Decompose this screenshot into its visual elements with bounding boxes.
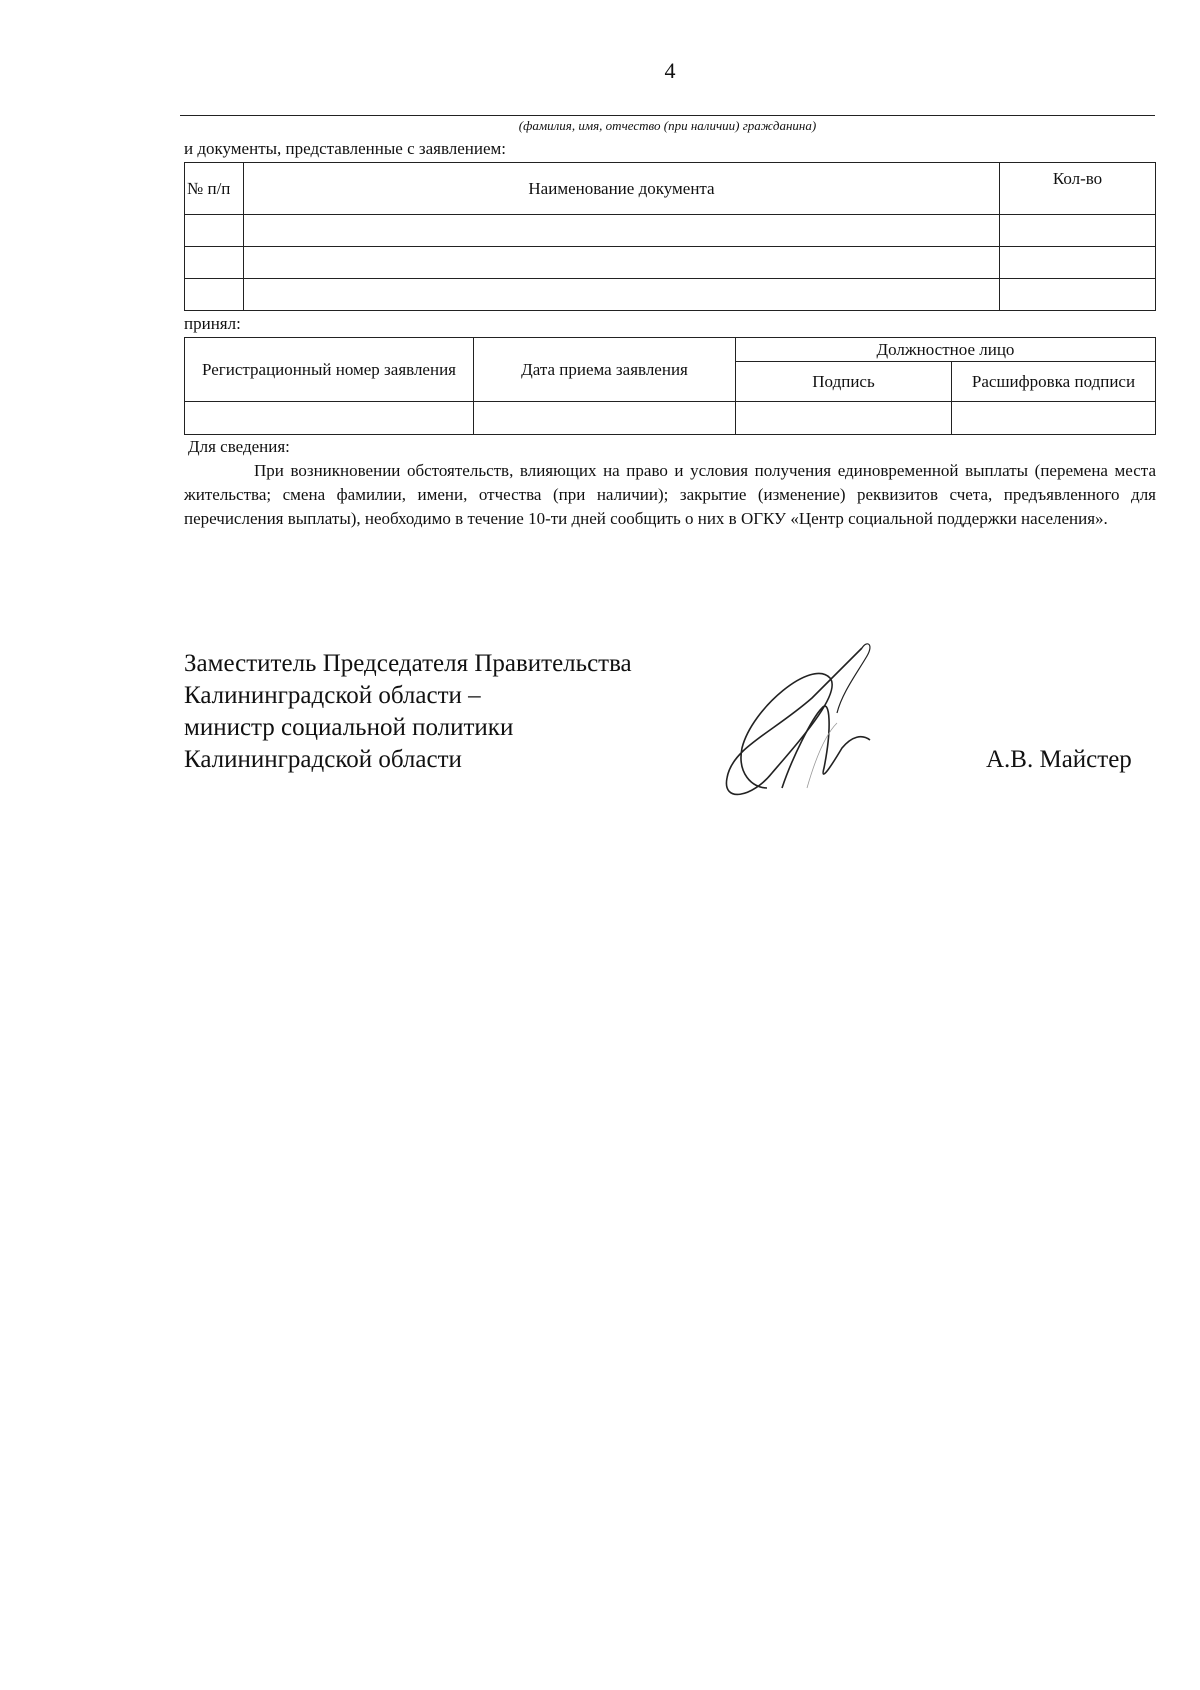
signatory-position [184,648,632,776]
cell-quantity[interactable] [1000,215,1156,247]
table-row [185,247,1156,279]
header-signature: Подпись [736,362,952,402]
header-number: № п/п [185,163,244,215]
header-signature-decoding: Расшифровка подписи [952,362,1156,402]
signatory-name: А.В. Майстер [986,746,1132,773]
accepted-label: принял: [184,314,241,333]
position-line: Калининградской области [184,746,462,773]
cell-document-name[interactable] [244,279,1000,311]
handwritten-signature [712,638,902,808]
name-caption: (фамилия, имя, отчество (при наличии) гражданина) [518,118,817,133]
cell-date[interactable] [474,402,736,435]
position-line: министр социальной политики [184,714,514,741]
header-document-name: Наименование документа [244,163,1000,215]
position-line: Заместитель Председателя Правительства [184,650,632,677]
header-quantity: Кол-во [1000,163,1156,215]
table-row [185,402,1156,435]
acceptance-table [184,337,1156,435]
documents-table [184,162,1156,311]
cell-document-name[interactable] [244,247,1000,279]
info-label: Для сведения: [188,437,290,456]
cell-number[interactable] [185,215,244,247]
cell-signature[interactable] [736,402,952,435]
cell-number[interactable] [185,247,244,279]
table-row [185,279,1156,311]
page-number: 4 [664,58,676,83]
cell-document-name[interactable] [244,215,1000,247]
cell-quantity[interactable] [1000,279,1156,311]
cell-reg-number[interactable] [185,402,474,435]
citizen-name-line [180,115,1155,116]
cell-number[interactable] [185,279,244,311]
cell-quantity[interactable] [1000,247,1156,279]
cell-signature-decoding[interactable] [952,402,1156,435]
table-row [185,215,1156,247]
header-official: Должностное лицо [736,338,1156,362]
header-reg-number: Регистрационный номер заявления [185,338,474,402]
info-paragraph: При возникновении обстоятельств, влияющих на право и условия получения единовременной выплаты (перемена места жительства; смена фамилии, имени, отчества (при наличии); закрытие (изменение) реквизитов счета, предъявленного для перечисления выплаты), необходимо в течение 10-ти дней сообщить о них в ОГКУ «Центр социальной поддержки населения». [184,461,1156,528]
position-line: Калининградской области – [184,682,481,709]
documents-intro: и документы, представленные с заявлением: [184,139,507,158]
header-date: Дата приема заявления [474,338,736,402]
